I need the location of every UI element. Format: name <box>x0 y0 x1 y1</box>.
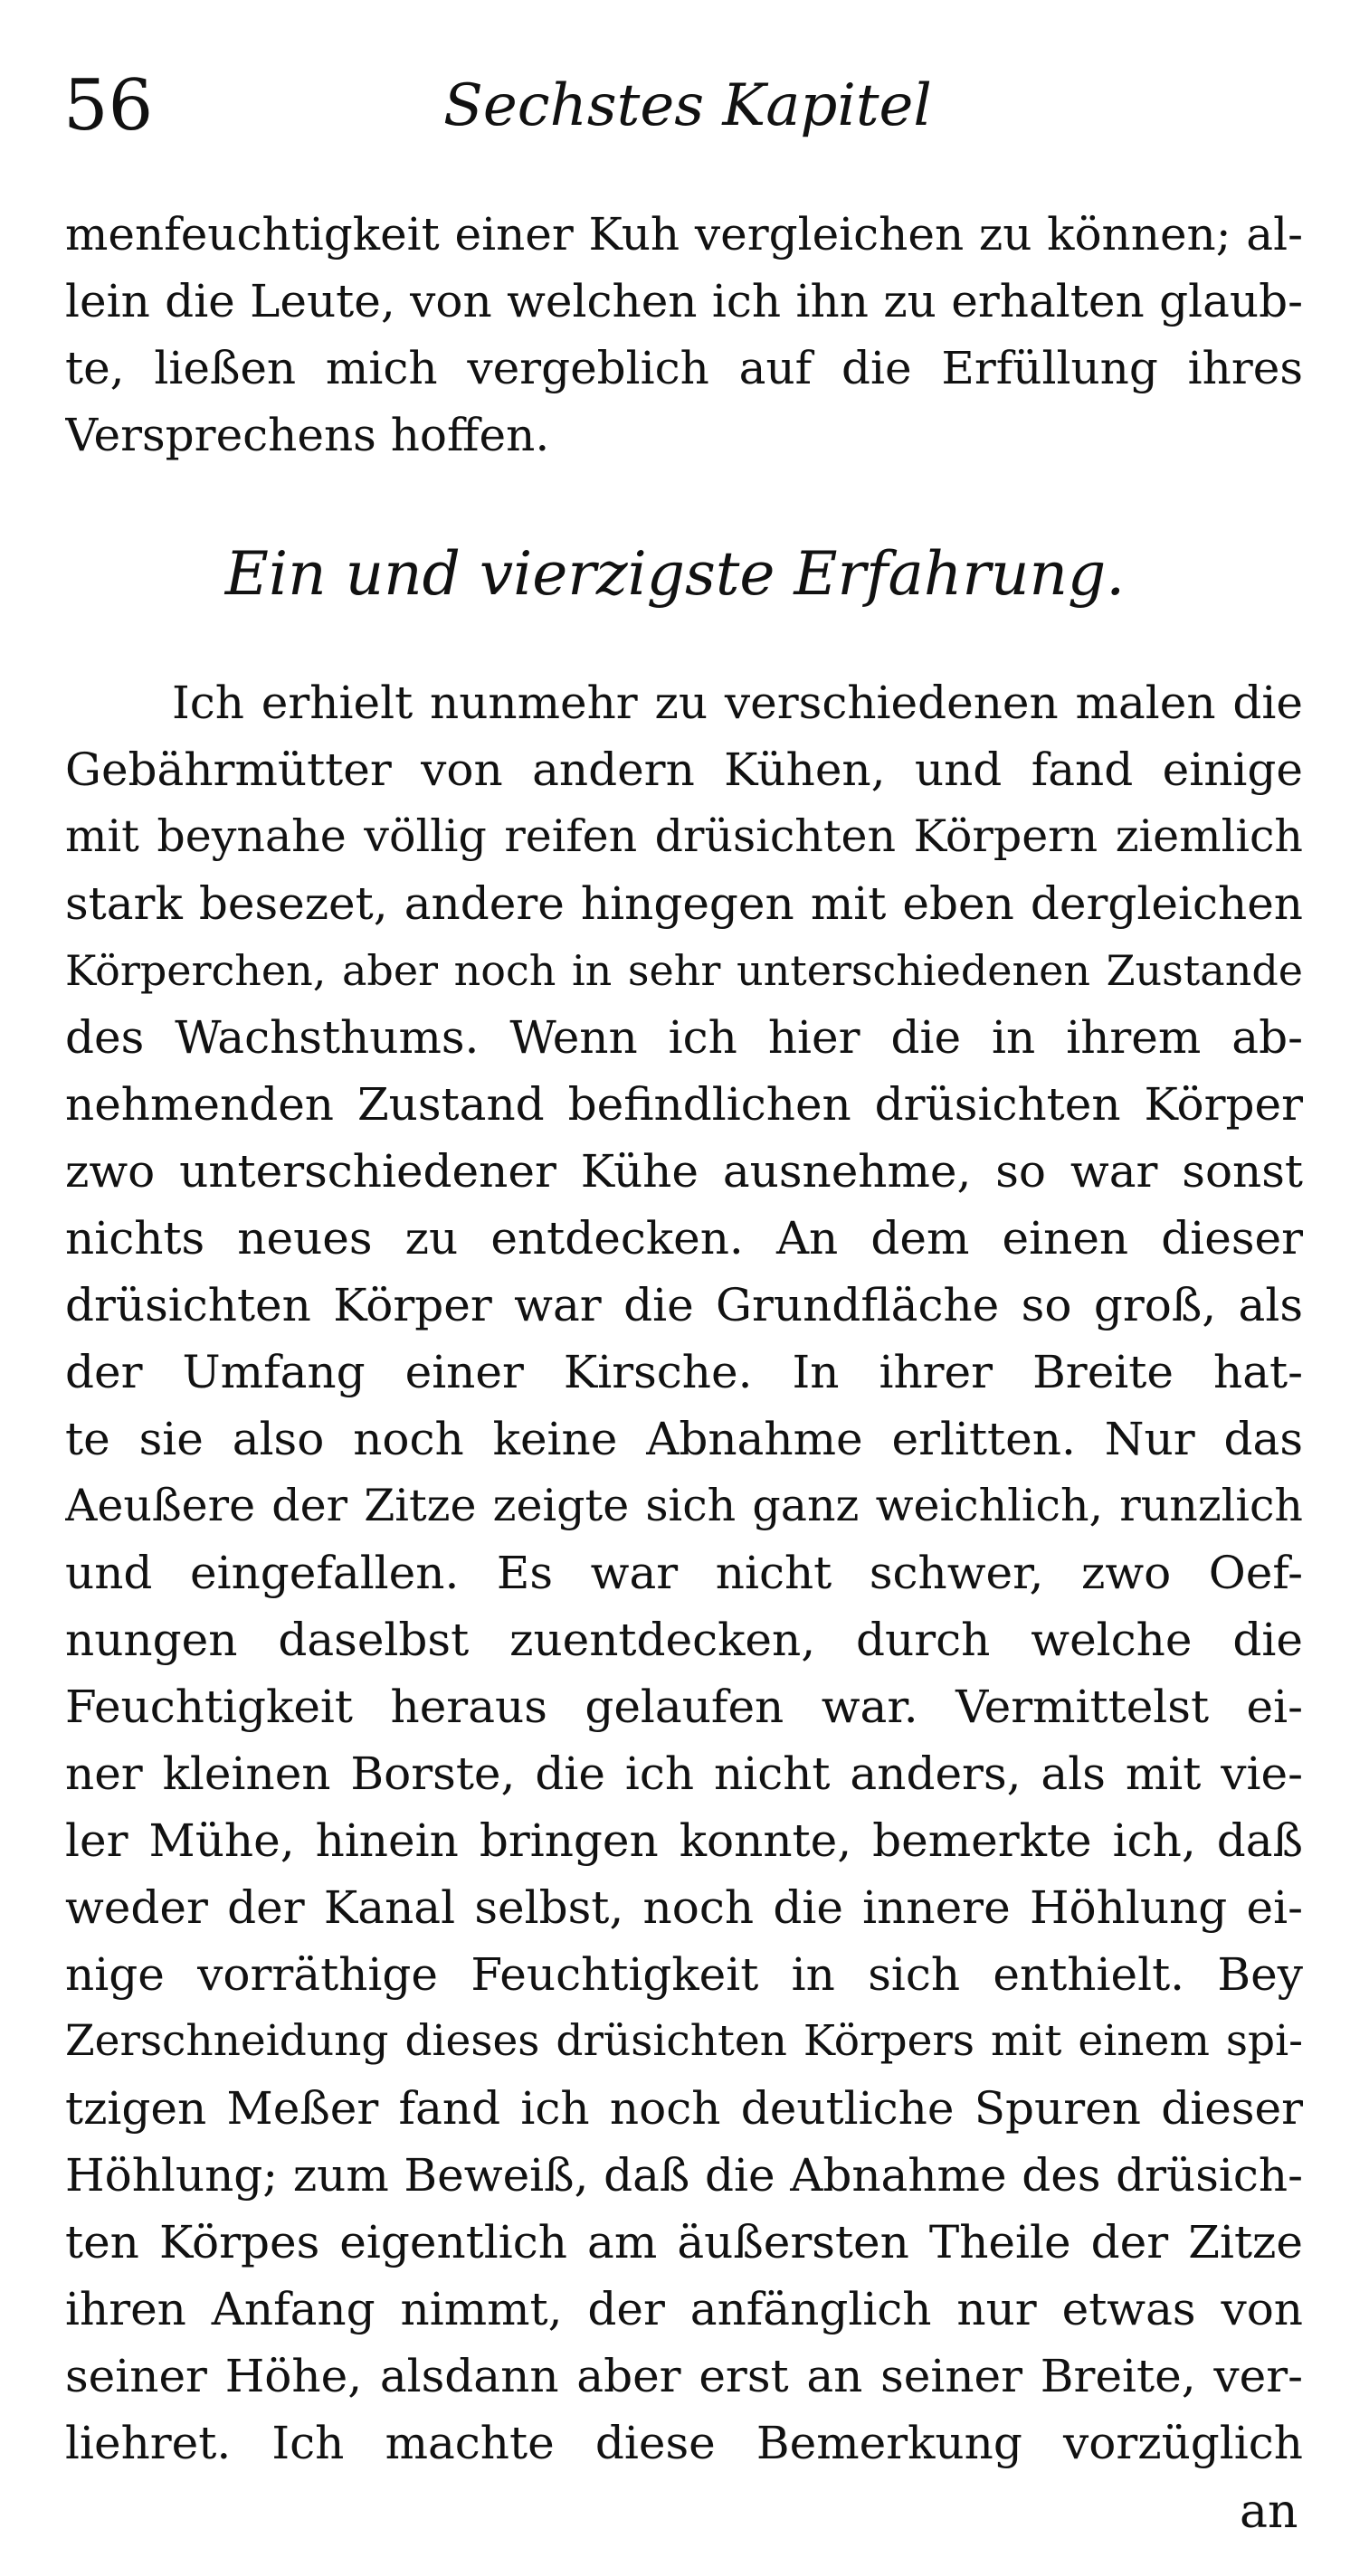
text-line: und eingefallen. Es war nicht schwer, zwo Oef- <box>65 1547 1303 1599</box>
text-line: Höhlung; zum Beweiß, daß die Abnahme des drüsich- <box>65 2149 1303 2202</box>
section-heading: Ein und vierzigste Erfahrung. <box>224 539 1126 609</box>
text-line: te sie also noch keine Abnahme erlitten. Nur das <box>65 1413 1303 1465</box>
text-line: lein die Leute, von welchen ich ihn zu erhalten glaub- <box>65 275 1303 327</box>
text-line: ten Körpes eigentlich am äußersten Theile der Zitze <box>65 2216 1303 2268</box>
text-line: menfeuchtigkeit einer Kuh vergleichen zu können; al- <box>65 208 1303 260</box>
text-line: tzigen Meßer fand ich noch deutliche Spuren dieser <box>65 2082 1303 2135</box>
text-line: Feuchtigkeit heraus gelaufen war. Vermittelst ei- <box>65 1681 1303 1733</box>
text-line: ner kleinen Borste, die ich nicht anders, als mit vie- <box>65 1747 1303 1800</box>
running-head: Sechstes Kapitel <box>443 72 932 139</box>
text-line: ler Mühe, hinein bringen konnte, bemerkte ich, daß <box>65 1814 1303 1867</box>
text-line: nehmenden Zustand befindlichen drüsichten Körper <box>65 1078 1303 1131</box>
text-line: mit beynahe völlig reifen drüsichten Körpern ziemlich <box>65 810 1303 862</box>
text-line: drüsichten Körper war die Grundfläche so groß, als <box>65 1279 1303 1331</box>
text-line: Gebährmütter von andern Kühen, und fand einige <box>65 743 1303 796</box>
text-line: Ich erhielt nunmehr zu verschiedenen malen die <box>172 677 1303 729</box>
text-line: nungen daselbst zuentdecken, durch welche die <box>65 1614 1303 1666</box>
text-line: der Umfang einer Kirsche. In ihrer Breite hat- <box>65 1346 1303 1398</box>
text-line: Versprechens hoffen. <box>65 409 550 461</box>
page-header <box>63 56 1303 156</box>
text-line: ihren Anfang nimmt, der anfänglich nur etwas von <box>65 2283 1303 2335</box>
text-line: des Wachsthums. Wenn ich hier die in ihrem ab- <box>65 1011 1303 1064</box>
text-line: Aeußere der Zitze zeigte sich ganz weichlich, runzlich <box>65 1480 1303 1531</box>
text-line: nige vorräthige Feuchtigkeit in sich enthielt. Bey <box>65 1948 1303 2001</box>
text-line: seiner Höhe, alsdann aber erst an seiner Breite, ver- <box>65 2350 1303 2402</box>
text-line: te, ließen mich vergeblich auf die Erfüllung ihres <box>65 342 1303 394</box>
text-line: liehret. Ich machte diese Bemerkung vorzüglich <box>65 2417 1303 2469</box>
text-line: nichts neues zu entdecken. An dem einen dieser <box>65 1212 1303 1264</box>
text-line: zwo unterschiedener Kühe ausnehme, so war sonst <box>65 1145 1303 1198</box>
text-line: weder der Kanal selbst, noch die innere Höhlung ei- <box>65 1881 1303 1934</box>
text-line: stark besezet, andere hingegen mit eben dergleichen <box>65 877 1303 930</box>
page-number: 56 <box>63 65 154 147</box>
text-line: Körperchen, aber noch in sehr unterschiedenen Zustande <box>65 946 1303 995</box>
text-line: Zerschneidung dieses drüsichten Körpers mit einem spi- <box>65 2016 1303 2066</box>
catchword: an <box>1240 2485 1298 2539</box>
